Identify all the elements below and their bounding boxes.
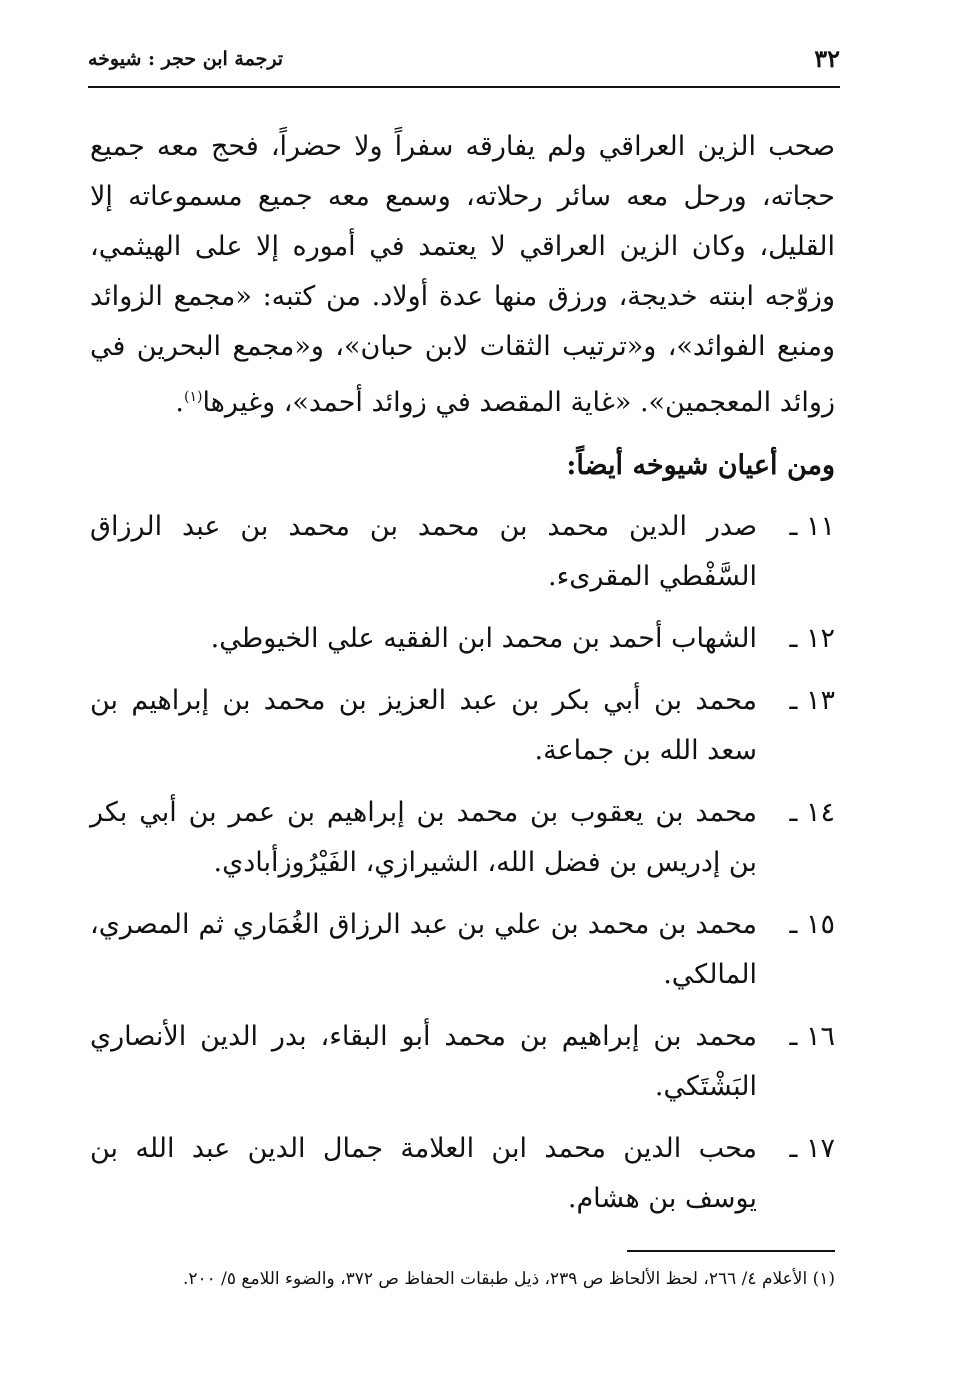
footnote-marker: (١) bbox=[183, 389, 203, 405]
list-item bbox=[90, 900, 835, 1000]
entry-text: محمد بن محمد بن علي بن عبد الرزاق الغُمَاري ثم المصري، المالكي. bbox=[90, 909, 757, 990]
entry-number: ١٦ ـ bbox=[789, 1021, 835, 1052]
page-header bbox=[88, 38, 840, 88]
entry-number: ١٧ ـ bbox=[789, 1133, 835, 1164]
entry-text: صدر الدين محمد بن محمد بن محمد بن عبد الرزاق السَّفْطي المقرىء. bbox=[90, 511, 757, 592]
entry-text: محمد بن إبراهيم بن محمد أبو البقاء، بدر الدين الأنصاري البَشْتَكي. bbox=[90, 1021, 757, 1102]
entry-number: ١٣ ـ bbox=[789, 685, 835, 716]
entry-text: محمد بن أبي بكر بن عبد العزيز بن محمد بن إبراهيم بن سعد الله بن جماعة. bbox=[90, 685, 757, 766]
teacher-list bbox=[90, 502, 835, 1236]
entry-text: الشهاب أحمد بن محمد ابن الفقيه علي الخيوطي. bbox=[210, 623, 757, 654]
list-item bbox=[90, 788, 835, 888]
entry-number: ١١ ـ bbox=[789, 511, 835, 542]
footnote: (١) الأعلام ٤/ ٢٦٦، لحظ الألحاظ ص ٢٣٩، ذيل طبقات الحفاظ ص ٣٧٢، والضوء اللامع ٥/ ٢٠٠. bbox=[182, 1269, 835, 1289]
entry-number: ١٢ ـ bbox=[789, 623, 835, 654]
entry-text: محمد بن يعقوب بن محمد بن إبراهيم بن عمر بن أبي بكر بن إدريس بن فضل الله، الشيرازي، الفَيْرُوزأبادي. bbox=[90, 797, 757, 878]
list-item bbox=[90, 614, 835, 664]
intro-paragraph bbox=[90, 122, 835, 428]
entry-number: ١٥ ـ bbox=[789, 909, 835, 940]
entry-text: محب الدين محمد ابن العلامة جمال الدين عبد الله بن يوسف بن هشام. bbox=[90, 1133, 757, 1214]
list-item bbox=[90, 676, 835, 776]
page-number: ٣٢ bbox=[814, 44, 840, 73]
footnote-divider bbox=[627, 1250, 835, 1252]
list-item bbox=[90, 1012, 835, 1112]
intro-text: صحب الزين العراقي ولم يفارقه سفراً ولا حضراً، فحج معه جميع حجاته، ورحل معه سائر رحلاته، وسمع معه جميع مسموعاته إلا القليل، وكان الزين العراقي لا يعتمد في أموره إلا على الهيثمي، وزوّجه ابنته خديجة، ورزق منها عدة أولاد. من كتبه: «مجمع الزوائد ومنبع الفوائد»، و«ترتيب الثقات لابن حبان»، و«مجمع البحرين في زوائد المعجمين». «غاية المقصد في زوائد أحمد»، وغيرها bbox=[90, 131, 835, 418]
running-title: ترجمة ابن حجر : شيوخه bbox=[88, 48, 284, 70]
entry-number: ١٤ ـ bbox=[789, 797, 835, 828]
section-heading: ومن أعيان شيوخه أيضاً: bbox=[566, 450, 835, 481]
intro-end: . bbox=[175, 387, 184, 418]
list-item bbox=[90, 1124, 835, 1224]
list-item bbox=[90, 502, 835, 602]
